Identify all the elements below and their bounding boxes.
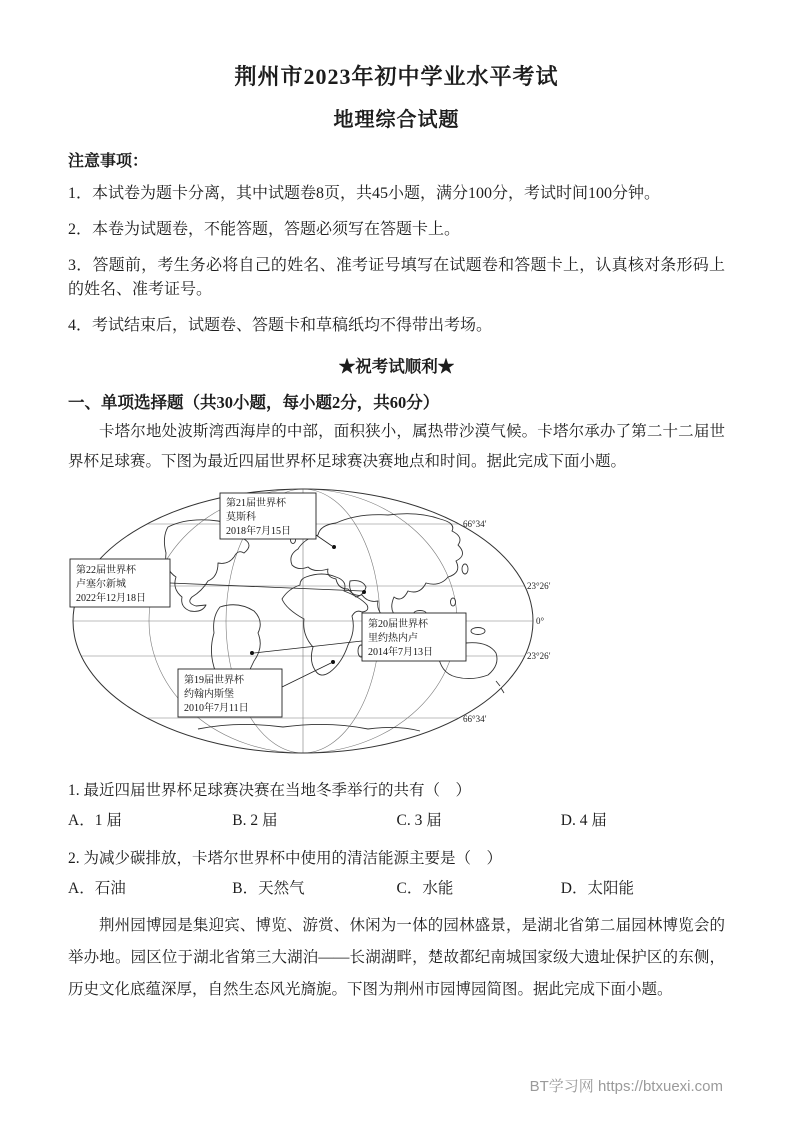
question-1-options — [68, 808, 725, 830]
callout-21-line-1: 莫斯科 — [226, 512, 256, 524]
lat-label-0: 66°34′ — [463, 519, 487, 530]
q1-option-a: A．1 届 — [68, 812, 122, 830]
q2-option-d: D．太阳能 — [560, 880, 634, 898]
callout-worldcup-21 — [220, 493, 336, 549]
callout-20-line-1: 里约热内卢 — [368, 633, 418, 645]
latitude-labels — [463, 519, 551, 724]
continent-antarctica-edge — [198, 725, 420, 732]
question-1-stem: 1. 最近四届世界杯足球赛决赛在当地冬季举行的共有（ ） — [68, 782, 472, 800]
johannesburg-dot — [331, 660, 335, 664]
callout-21-line-2: 2018年7月15日 — [226, 526, 291, 538]
rio-dot — [250, 651, 254, 655]
moscow-dot — [332, 545, 336, 549]
notice-item-4: 4．考试结束后，试题卷、答题卡和草稿纸均不得带出考场。 — [68, 317, 493, 335]
exam-subtitle: 地理综合试题 — [333, 109, 460, 131]
watermark-footer: BT学习网 https://btxuexi.com — [529, 1078, 723, 1095]
callout-worldcup-19 — [178, 660, 335, 717]
wish-line: ★祝考试顺利★ — [338, 356, 455, 376]
callout-22-line-2: 2022年12月18日 — [76, 593, 146, 605]
notice-item-3: 3．答题前，考生务必将自己的姓名、准考证号填写在试题卷和答题卡上，认真核对条形码上的姓名、准考证号。 — [68, 256, 725, 299]
callout-19-line-2: 2010年7月11日 — [184, 703, 249, 715]
island-new-guinea — [471, 628, 485, 635]
q2-option-a: A．石油 — [68, 880, 126, 898]
exam-title: 荆州市2023年初中学业水平考试 — [234, 64, 559, 89]
notice-item-1: 1．本试卷为题卡分离，其中试题卷8页，共45小题，满分100分，考试时间100分钟。 — [68, 185, 661, 202]
lat-label-4: 66°34′ — [463, 714, 487, 725]
q2-option-b: B．天然气 — [232, 880, 305, 898]
paragraph-yuanboyuan: 荆州园博园是集迎宾、博览、游赏、休闲为一体的园林盛景，是湖北省第二届园林博览会的举办地。园区位于湖北省第三大湖泊——长湖湖畔，楚故都纪南城国家级大遗址保护区的东侧，历史文化底蕴深厚，自然生态风光旖旎。下图为荆州市园博园简图。据此完成下面小题。 — [68, 917, 725, 998]
world-cup-map-figure — [68, 485, 725, 762]
callout-20-line-0: 第20届世界杯 — [368, 619, 428, 631]
q2-option-c: C．水能 — [396, 880, 454, 898]
island-japan — [462, 564, 468, 574]
q1-option-d: D. 4 届 — [560, 812, 607, 830]
callout-21-leader — [316, 535, 332, 546]
notices-heading: 注意事项： — [68, 153, 149, 170]
callout-19-line-1: 约翰内斯堡 — [184, 689, 234, 701]
intro-paragraph: 卡塔尔地处波斯湾西海岸的中部，面积狭小，属热带沙漠气候。卡塔尔承办了第二十二届世界杯足球赛。下图为最近四届世界杯足球赛决赛地点和时间。据此完成下面小题。 — [68, 422, 725, 471]
world-map-svg — [68, 485, 568, 757]
continent-eurasia — [291, 514, 463, 622]
callout-19-line-0: 第19届世界杯 — [184, 675, 244, 687]
callout-22-leader — [170, 583, 362, 591]
q1-option-c: C. 3 届 — [396, 812, 442, 830]
lat-label-2: 0° — [536, 616, 545, 627]
q1-option-b: B. 2 届 — [232, 812, 278, 830]
callout-20-line-2: 2014年7月13日 — [368, 647, 433, 659]
callout-22-line-0: 第22届世界杯 — [76, 565, 136, 577]
section-1-heading: 一、单项选择题（共30小题，每小题2分，共60分） — [68, 392, 440, 412]
lusail-dot — [362, 590, 366, 594]
lat-label-3: 23°26′ — [527, 651, 551, 662]
notice-item-2: 2．本卷为试题卷，不能答题，答题必须写在答题卡上。 — [68, 220, 461, 238]
callout-21-line-0: 第21届世界杯 — [226, 498, 286, 510]
lat-label-1: 23°26′ — [527, 581, 551, 592]
island-philippines — [451, 598, 456, 606]
question-2-stem: 2. 为减少碳排放，卡塔尔世界杯中使用的清洁能源主要是（ ） — [68, 850, 503, 868]
callout-22-line-1: 卢塞尔新城 — [76, 579, 126, 591]
question-2-options — [68, 876, 725, 898]
